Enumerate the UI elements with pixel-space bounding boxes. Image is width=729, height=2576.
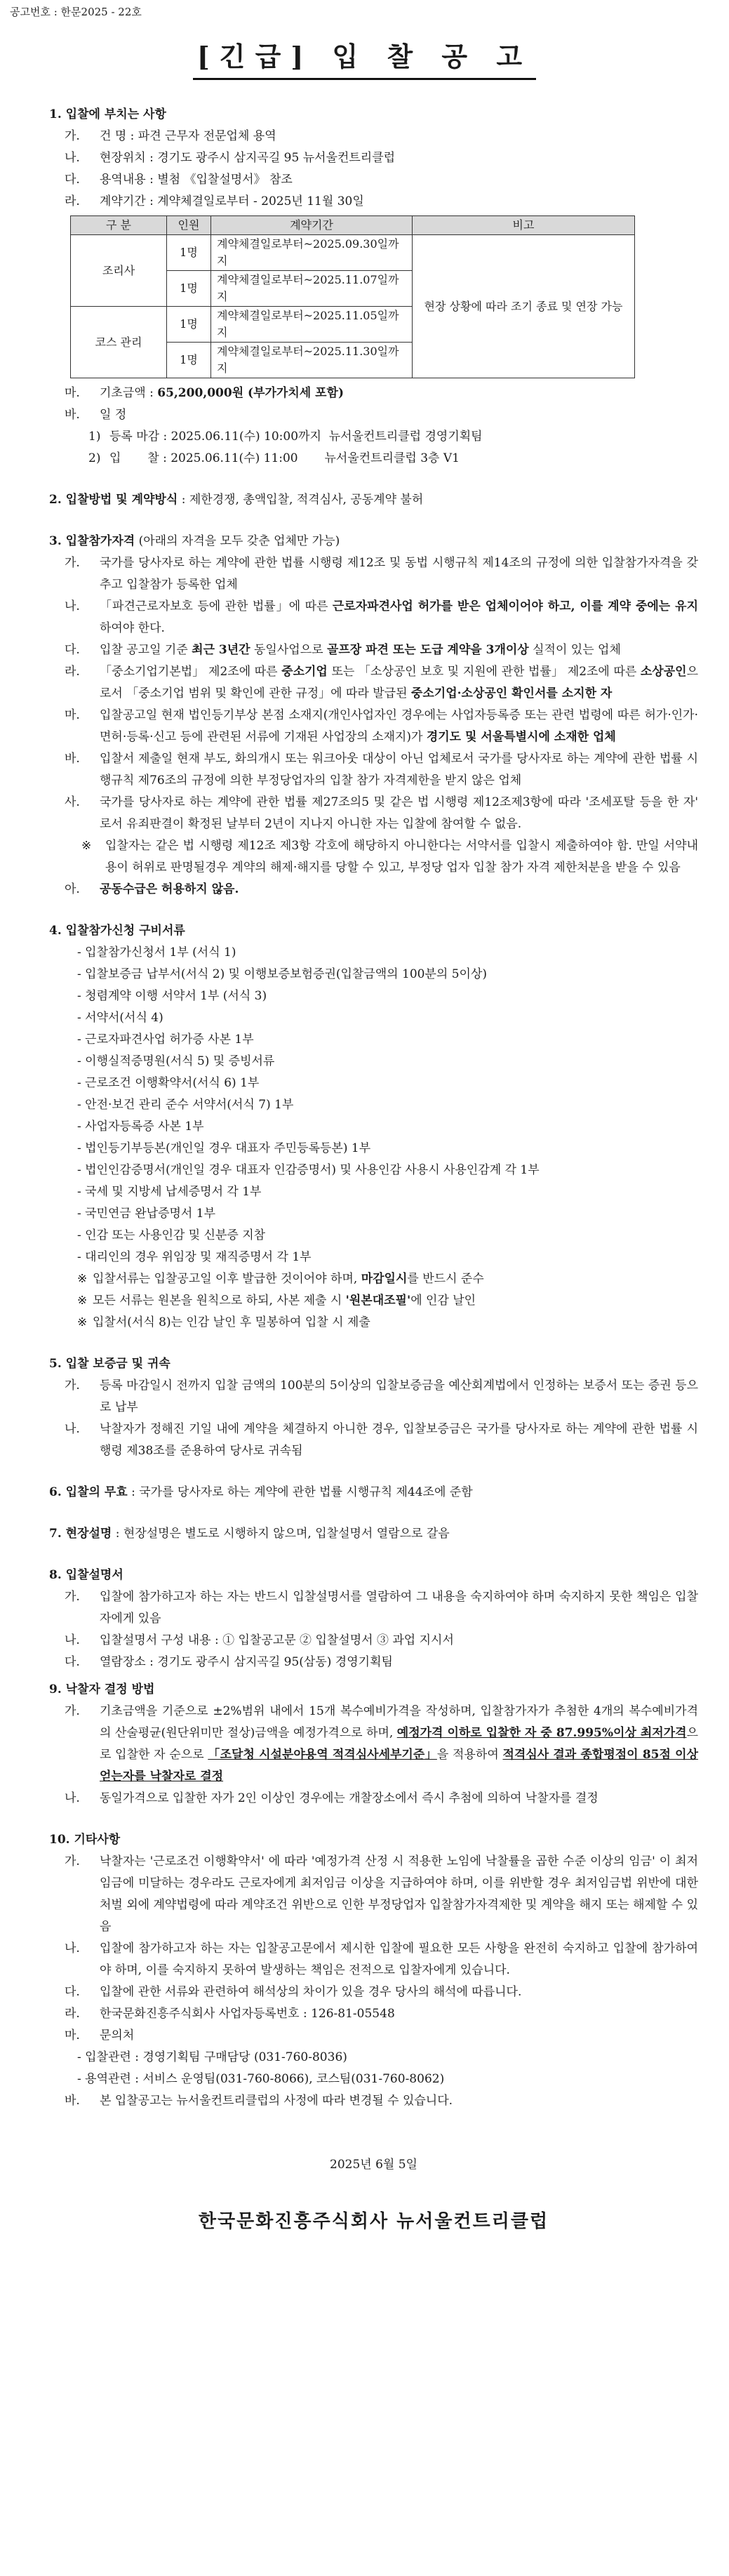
s5-item-na: 나. 낙찰자가 정해진 기일 내에 계약을 체결하지 아니한 경우, 입찰보증금은 국가를 당사자로 하는 계약에 관한 법률 시행령 제38조를 준용하여 당사로 귀속됨: [65, 1422, 698, 1458]
table-cell-group: 조리사: [71, 235, 167, 307]
contact-bidding: - 입찰관련 : 경영기획팀 구매담당 (031-760-8036): [77, 2050, 347, 2064]
s4-note-2: ※ 모든 서류는 원본을 원칙으로 하되, 사본 제출 시 '원본대조필'에 인감 날인: [77, 1294, 476, 1308]
list-item: - 청렴계약 이행 서약서 1부 (서식 3): [77, 989, 267, 1003]
s5-item-ga: 가. 등록 마감일시 전까지 입찰 금액의 100분의 5이상의 입찰보증금을 예산회계법에서 인정하는 보증서 또는 증권 등으로 납부: [65, 1379, 698, 1414]
s3-item-ga: 가. 국가를 당사자로 하는 계약에 관한 법률 시행령 제12조 및 동법 시행규칙 제14조의 규정에 의한 입찰참가자격을 갖추고 입찰참가 등록한 업체: [65, 556, 698, 592]
base-amount: 65,200,000원 (부가가치세 포함): [157, 386, 344, 400]
s3-item-ra: 라. 「중소기업기본법」 제2조에 따른 중소기업 또는 「소상공인 보호 및 지원에 관한 법률」 제2조에 따른 소상공인으로서 「중소기업 범위 및 확인에 관한 규정」에 따라 발급된 중소기업·소상공인 확인서를 소지한 자: [65, 665, 699, 701]
s10-item-da: 다. 입찰에 관한 서류와 관련하여 해석상의 차이가 있을 경우 당사의 해석에 따릅니다.: [65, 1985, 522, 1999]
s10-item-ra: 라. 한국문화진흥주식회사 사업자등록번호 : 126-81-05548: [65, 2007, 395, 2021]
s3-note: ※ 입찰자는 같은 법 시행령 제12조 제3항 각호에 해당하지 아니한다는 서약서를 입찰시 제출하여야 함. 만일 서약내용이 허위로 판명될경우 계약의 해제·해지를 당할 수 있고, 부정당 업자 입찰 참가 자격 제한처분을 받을 수 있음: [81, 839, 698, 875]
s8-item-da: 다. 열람장소 : 경기도 광주시 삼지곡길 95(삼동) 경영기획팀: [65, 1655, 393, 1669]
table-cell: 1명: [167, 235, 211, 271]
s8-item-ga: 가. 입찰에 참가하고자 하는 자는 반드시 입찰설명서를 열람하여 그 내용을 숙지하여야 하며 숙지하지 못한 책임은 입찰자에게 있음: [65, 1590, 698, 1626]
section-1-title: 1. 입찰에 부치는 사항: [49, 107, 166, 121]
schedule-1: 1) 등록 마감 : 2025.06.11(수) 10:00까지 뉴서울컨트리클럽 경영기획팀: [88, 430, 483, 444]
list-item: - 인감 또는 사용인감 및 신분증 지참: [77, 1228, 266, 1242]
organization-name: 한국문화진흥주식회사 뉴서울컨트리클럽: [198, 2211, 549, 2232]
list-item: - 이행실적증명원(서식 5) 및 증빙서류: [77, 1054, 275, 1068]
s4-note-1: ※ 입찰서류는 입찰공고일 이후 발급한 것이어야 하며, 마감일시를 반드시 준수: [77, 1272, 484, 1286]
table-cell: 계약체결일로부터~2025.11.07일까지: [211, 271, 413, 307]
s10-item-na: 나. 입찰에 참가하고자 하는 자는 입찰공고문에서 제시한 입찰에 필요한 모든 사항을 완전히 숙지하고 입찰에 참가하여야 하며, 이를 숙지하지 못하여 발생하는 책임은 전적으로 입찰자에게 있습니다.: [65, 1941, 698, 1977]
table-header: 계약기간: [211, 216, 413, 235]
s3-item-ba: 바. 입찰서 제출일 현재 부도, 화의개시 또는 워크아웃 대상이 아닌 업체로서 국가를 당사자로 하는 계약에 관한 법률 시행규칙 제76조의 규정에 의한 부정당업자의 입찰 참가 자격제한을 받지 않은 업체: [65, 752, 698, 788]
list-item: - 국민연금 완납증명서 1부: [77, 1207, 215, 1221]
section-3-title: 3. 입찰참가자격 (아래의 자격을 모두 갖춘 업체만 가능): [49, 534, 340, 548]
table-cell-note: 현장 상황에 따라 조기 종료 및 연장 가능: [413, 235, 635, 378]
table-header: 인원: [167, 216, 211, 235]
table-row: [71, 235, 635, 271]
s3-item-na: 나. 「파견근로자보호 등에 관한 법률」에 따른 근로자파견사업 허가를 받은 업체이어야 하고, 이를 계약 중에는 유지하여야 한다.: [65, 599, 698, 635]
s3-item-ma: 마. 입찰공고일 현재 법인등기부상 본점 소재지(개인사업자인 경우에는 사업자등록증 또는 관련 법령에 따른 허가·인가·면허·등록·신고 등에 관련된 서류에 기재된 사업장의 소재지)가 경기도 및 서울특별시에 소재한 업체: [65, 708, 698, 744]
s9-item-na: 나. 동일가격으로 입찰한 자가 2인 이상인 경우에는 개찰장소에서 즉시 추첨에 의하여 낙찰자를 결정: [65, 1791, 598, 1805]
s1-item-na: 나. 현장위치 : 경기도 광주시 삼지곡길 95 뉴서울컨트리클럽: [65, 151, 396, 165]
contract-period-table: [70, 215, 635, 378]
table-cell: 계약체결일로부터~2025.11.30일까지: [211, 343, 413, 378]
s3-item-a: 아. 공동수급은 허용하지 않음.: [65, 882, 239, 896]
s4-note-3: ※ 입찰서(서식 8)는 인감 날인 후 밀봉하여 입찰 시 제출: [77, 1315, 370, 1329]
s3-item-da: 다. 입찰 공고일 기준 최근 3년간 동일사업으로 골프장 파견 또는 도급 계약을 3개이상 실적이 있는 업체: [65, 643, 621, 657]
document-body: [49, 104, 698, 2233]
section-10-title: 10. 기타사항: [49, 1833, 121, 1847]
section-6-title: 6. 입찰의 무효 : 국가를 당사자로 하는 계약에 관한 법률 시행규칙 제44조에 준함: [49, 1485, 473, 1499]
s8-item-na: 나. 입찰설명서 구성 내용 : ① 입찰공고문 ② 입찰설명서 ③ 과업 지시서: [65, 1633, 454, 1647]
section-7-title: 7. 현장설명 : 현장설명은 별도로 시행하지 않으며, 입찰설명서 열람으로 갈음: [49, 1527, 450, 1541]
table-cell: 1명: [167, 307, 211, 343]
table-header-row: [71, 216, 635, 235]
title-block: [0, 35, 729, 80]
list-item: - 국세 및 지방세 납세증명서 각 1부: [77, 1185, 262, 1199]
s1-item-ba: 바. 일 정: [65, 408, 127, 422]
contact-service: - 용역관련 : 서비스 운영팀(031-760-8066), 코스팀(031-760-8062): [77, 2072, 445, 2086]
list-item: - 안전·보건 관리 준수 서약서(서식 7) 1부: [77, 1098, 294, 1112]
table-header: 구 분: [71, 216, 167, 235]
section-8-title: 8. 입찰설명서: [49, 1568, 123, 1582]
s10-item-ba: 바. 본 입찰공고는 뉴서울컨트리클럽의 사정에 따라 변경될 수 있습니다.: [65, 2094, 453, 2108]
s10-item-ga: 가. 낙찰자는 '근로조건 이행확약서' 에 따라 '예정가격 산정 시 적용한 노임에 낙찰률을 곱한 수준 이상의 임금' 이 최저임금에 미달하는 경우라도 근로자에게 최저임금 이상을 지급하여야 하며, 이를 위반할 경우 최저임금법 위반에 대한 처벌 외에 계약법령에 따라 계약조건 위반으로 인한 부정당업자 입찰참가자격제한 및 계약을 해지 또는 해제할 수 있음: [65, 1854, 698, 1934]
table-header: 비고: [413, 216, 635, 235]
notice-number: 공고번호 : 한문2025 - 22호: [10, 6, 142, 18]
required-documents-list: [49, 942, 698, 1268]
list-item: - 서약서(서식 4): [77, 1011, 163, 1025]
table-cell: 1명: [167, 271, 211, 307]
section-9-title: 9. 낙찰자 결정 방법: [49, 1682, 155, 1697]
list-item: - 법인등기부등본(개인일 경우 대표자 주민등록등본) 1부: [77, 1141, 371, 1155]
table-cell: 계약체결일로부터~2025.11.05일까지: [211, 307, 413, 343]
list-item: - 근로조건 이행확약서(서식 6) 1부: [77, 1076, 260, 1090]
s9-item-ga: 가. 기초금액을 기준으로 ±2%범위 내에서 15개 복수예비가격을 작성하며, 입찰참가자가 추첨한 4개의 복수예비가격의 산술평균(원단위미만 절상)금액을 예정가격으로 하며, 예정가격 이하로 입찰한 자 중 87.995%이상 최저가격으로 입찰한 자 순으로 「조달청 시설분야용역 적격심사세부기준」을 적용하여 적격심사 결과 종합평점이 85점 이상 얻는자를 낙찰자로 결정: [65, 1704, 698, 1784]
s3-item-sa: 사. 국가를 당사자로 하는 계약에 관한 법률 제27조의5 및 같은 법 시행령 제12조제3항에 따라 '조세포탈 등을 한 자' 로서 유죄판결이 확정된 날부터 2년이 지나지 아니한 자는 입찰에 참여할 수 없음.: [65, 795, 698, 831]
table-cell-group: 코스 관리: [71, 307, 167, 378]
list-item: - 입찰보증금 납부서(서식 2) 및 이행보증보험증권(입찰금액의 100분의 5이상): [77, 967, 487, 981]
s1-item-ma: 마. 기초금액 : 65,200,000원 (부가가치세 포함): [65, 386, 344, 400]
s10-item-ma: 마. 문의처: [65, 2029, 135, 2043]
section-5-title: 5. 입찰 보증금 및 귀속: [49, 1357, 170, 1371]
list-item: - 근로자파견사업 허가증 사본 1부: [77, 1033, 254, 1047]
table-cell: 1명: [167, 343, 211, 378]
s1-item-ga: 가. 건 명 : 파견 근무자 전문업체 용역: [65, 129, 276, 143]
section-2-title: 2. 입찰방법 및 계약방식 : 제한경쟁, 총액입찰, 적격심사, 공동계약 불허: [49, 493, 424, 507]
list-item: - 법인인감증명서(개인일 경우 대표자 인감증명서) 및 사용인감 사용시 사용인감계 각 1부: [77, 1163, 540, 1177]
list-item: - 입찰참가신청서 1부 (서식 1): [77, 945, 236, 960]
schedule-2: 2) 입 찰 : 2025.06.11(수) 11:00 뉴서울컨트리클럽 3층 V1: [88, 451, 460, 465]
page-title: [긴급] 입 찰 공 고: [193, 35, 536, 80]
list-item: - 사업자등록증 사본 1부: [77, 1120, 204, 1134]
announcement-date: 2025년 6월 5일: [330, 2158, 417, 2172]
list-item: - 대리인의 경우 위임장 및 재직증명서 각 1부: [77, 1250, 312, 1264]
s1-item-ra: 라. 계약기간 : 계약체결일로부터 - 2025년 11월 30일: [65, 194, 364, 208]
s1-item-da: 다. 용역내용 : 별첨 《입찰설명서》 참조: [65, 173, 293, 187]
section-4-title: 4. 입찰참가신청 구비서류: [49, 924, 185, 938]
table-cell: 계약체결일로부터~2025.09.30일까지: [211, 235, 413, 271]
